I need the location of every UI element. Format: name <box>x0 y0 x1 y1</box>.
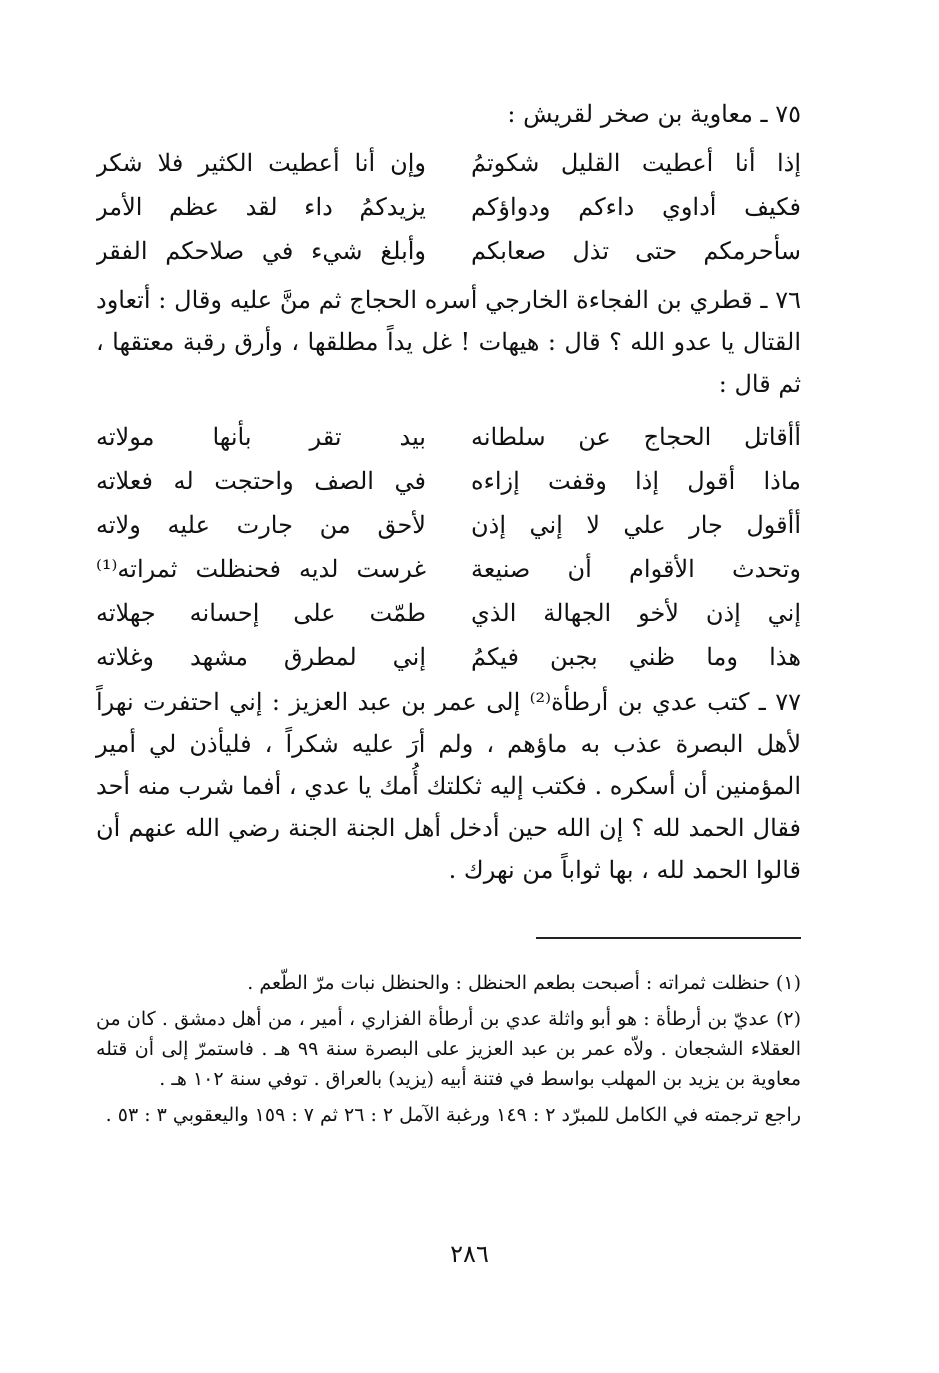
footnote-divider <box>536 937 801 939</box>
footnote-2: (٢) عديّ بن أرطأة : هو أبو واثلة عدي بن أرطأة الفزاري ، أمير ، من أهل دمشق . كان من العقلاء الشجعان . ولاّه عمر بن عبد العزيز على البصرة سنة ٩٩ هـ . فاستمرّ إلى أن قتله معاوية بن يزيد بن المهلب بواسط في فتنة أبيه (يزيد) بالعراق . توفي سنة ١٠٢ هـ . <box>96 1008 801 1090</box>
second-hemistich: بيد تقر بأنها مولاته <box>96 423 426 451</box>
verse-line <box>96 459 801 503</box>
first-hemistich: فكيف أداوي داءكم ودواؤكم <box>471 193 801 221</box>
second-hemistich: طمّت على إحسانه جهلاته <box>96 599 426 627</box>
first-hemistich: إني إذن لأخو الجهالة الذي <box>471 599 801 627</box>
second-hemistich: إني لمطرق مشهد وغلاته <box>96 643 426 671</box>
verse-line <box>96 635 801 679</box>
first-hemistich: أأقول جار علي لا إني إذن <box>471 511 801 539</box>
verse-line <box>96 229 801 273</box>
verse-line <box>96 415 801 459</box>
second-hemistich: في الصف واحتجت له فعلاته <box>96 467 426 495</box>
first-hemistich: وتحدث الأقوام أن صنيعة <box>471 555 801 583</box>
footnote-reference: راجع ترجمته في الكامل للمبرّد ٢ : ١٤٩ ورغبة الآمل ٢ : ٢٦ ثم ٧ : ١٥٩ واليعقوبي ٣ : ٥٣ . <box>105 1104 801 1126</box>
second-hemistich: يزيدكمُ داء لقد عظم الأمر <box>96 193 426 221</box>
verse-line <box>96 547 801 591</box>
verse-line <box>96 591 801 635</box>
verse-line <box>96 185 801 229</box>
poem-76 <box>96 415 801 679</box>
section-75-heading: ٧٥ ـ معاوية بن صخر لقريش : <box>507 100 801 128</box>
verse-line <box>96 141 801 185</box>
first-hemistich: سأحرمكم حتى تذل صعابكم <box>471 237 801 265</box>
second-hemistich: وأبلغ شيء في صلاحكم الفقر <box>96 237 426 265</box>
section-76-prose: ٧٦ ـ قطري بن الفجاءة الخارجي أسره الحجاج ثم منَّ عليه وقال : أتعاود القتال يا عدو الله ؟ قال : هيهات ! غل يداً مطلقها ، وأرق رقبة معتقها ، ثم قال : <box>96 286 801 398</box>
page-number: ٢٨٦ <box>450 1240 489 1268</box>
verse-line <box>96 503 801 547</box>
first-hemistich: ماذا أقول إذا وقفت إزاءه <box>471 467 801 495</box>
second-hemistich: وإن أنا أعطيت الكثير فلا شكر <box>96 149 426 177</box>
footnote-1: (١) حنظلت ثمراته : أصبحت بطعم الحنظل : والحنظل نبات مرّ الطّعم . <box>247 972 801 994</box>
footnotes <box>96 968 801 1136</box>
main-text <box>96 95 801 899</box>
section-77-prose: ٧٧ ـ كتب عدي بن أرطأة⁽²⁾ إلى عمر بن عبد العزيز : إني احتفرت نهراً لأهل البصرة عذب به ماؤهم ، ولم أرَ عليه شكراً ، فليأذن لي أمير المؤمنين أن أسكره . فكتب إليه ثكلتك أُمك يا عدي ، أفما شرب منه أحد فقال الحمد لله ؟ إن الله حين أدخل أهل الجنة الجنة رضي الله عنهم أن قالوا الحمد لله ، بها ثواباً من نهرك . <box>96 688 802 884</box>
poem-75 <box>96 141 801 273</box>
first-hemistich: إذا أنا أعطيت القليل شكوتمُ <box>471 149 801 177</box>
second-hemistich: غرست لديه فحنظلت ثمراته⁽¹⁾ <box>96 555 426 583</box>
first-hemistich: أأقاتل الحجاج عن سلطانه <box>471 423 801 451</box>
second-hemistich: لأحق من جارت عليه ولاته <box>96 511 426 539</box>
first-hemistich: هذا وما ظني بجبن فيكمُ <box>471 643 801 671</box>
